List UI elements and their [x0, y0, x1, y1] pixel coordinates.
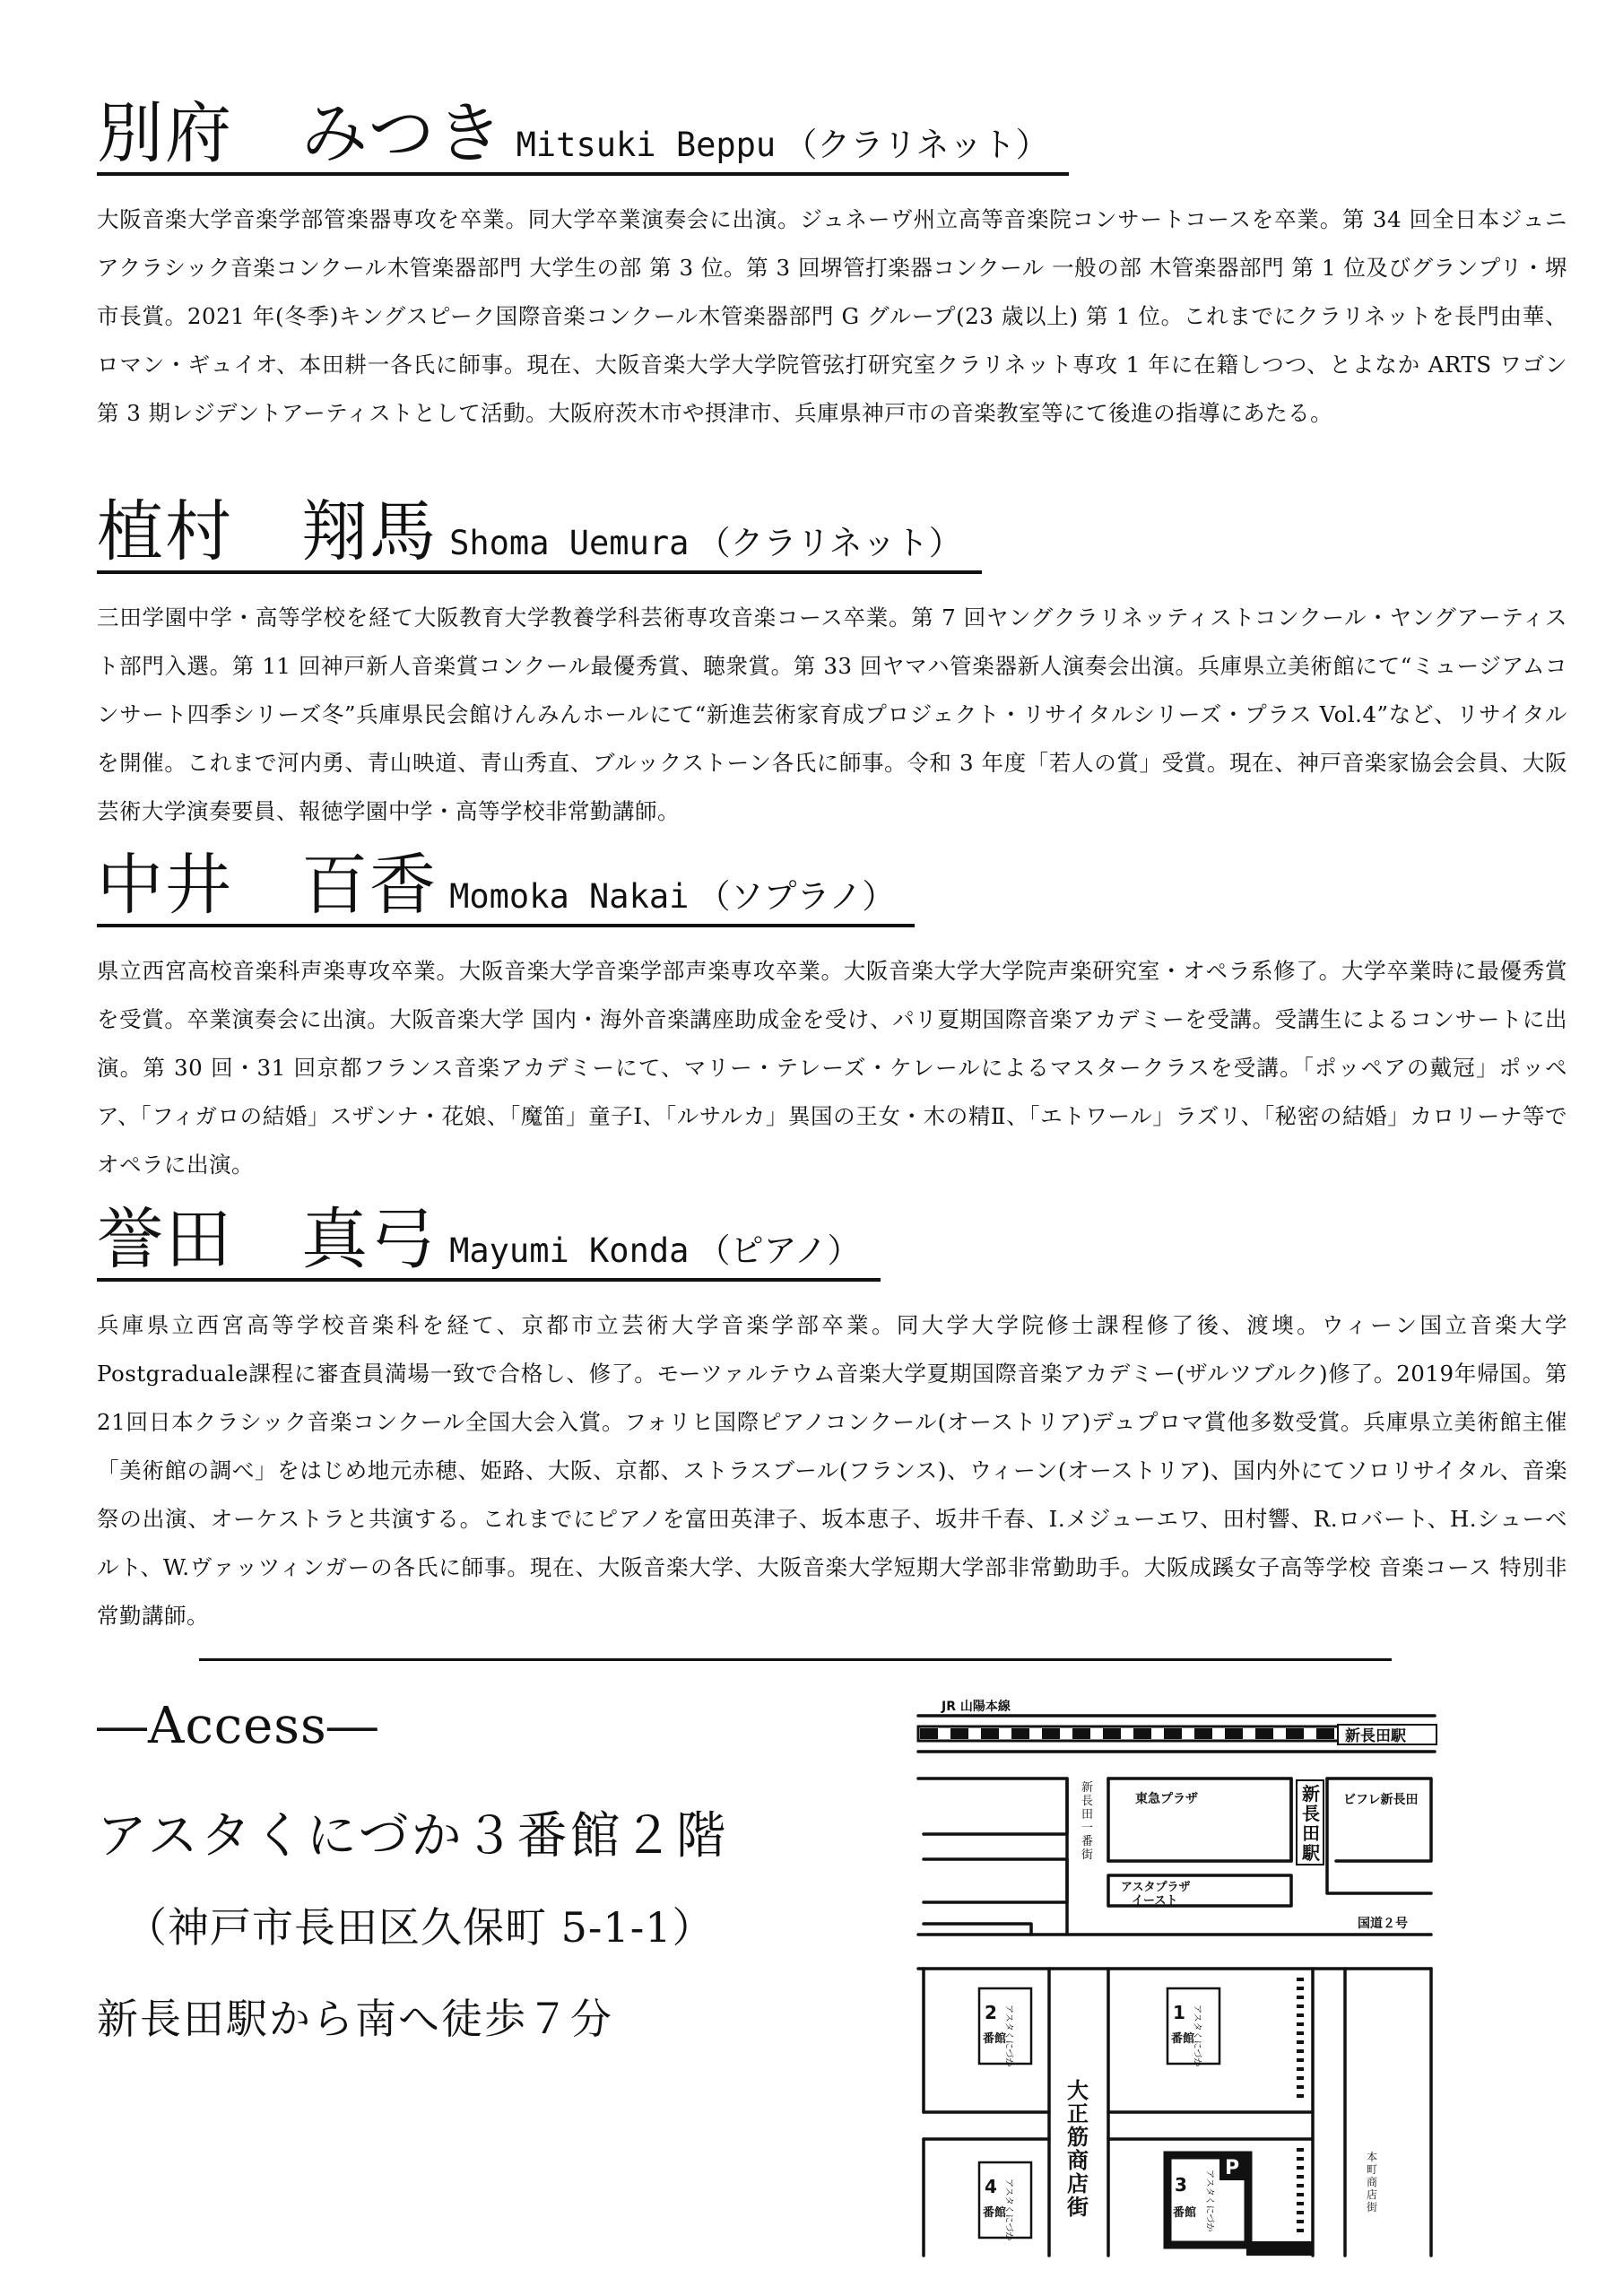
bio-mayumi-konda	[97, 1201, 1567, 1640]
building-name: アスタくにづか	[1003, 2005, 1013, 2067]
name-english: Momoka Nakai	[449, 877, 690, 916]
building-kan: 番館	[1173, 2206, 1197, 2220]
instrument-role: （クラリネット）	[697, 524, 962, 562]
bio-shoma-uemura	[97, 493, 1567, 836]
building-number: 1	[1173, 2002, 1185, 2023]
instrument-role: （クラリネット）	[784, 126, 1049, 164]
station-char: 田	[1302, 1822, 1320, 1844]
road-outline	[924, 1924, 1031, 1935]
walking-directions: 新長田駅から南へ徒歩７分	[97, 1995, 613, 2043]
taisho-street-label	[1067, 2078, 1089, 2220]
station-char: 新	[1302, 1783, 1320, 1805]
street-char: 街	[1067, 2195, 1089, 2220]
building-name: アスタくにづか	[1204, 2170, 1214, 2232]
section-divider	[199, 1658, 1392, 1661]
bio-text: 大阪音楽大学音楽学部管楽器専攻を卒業。同大学卒業演奏会に出演。ジュネーヴ州立高等音楽院コンサートコースを卒業。第 34 回全日本ジュニアクラシック音楽コンクール木管楽器部門 大学生の部 第 3 位。第 3 回堺管打楽器コンクール 一般の部 木管楽器部門 第 1 位及びグランプリ・堺市長賞。2021 年(冬季)キングスピーク国際音楽コンクール木管楽器部門 G グループ(23 歳以上) 第 1 位。これまでにクラリネットを長門由華、ロマン・ギュイオ、本田耕一各氏に師事。現在、大阪音楽大学大学院管弦打研究室クラリネット専攻 1 年に在籍しつつ、とよなか ARTS ワゴン第 3 期レジデントアーティストとして活動。大阪府茨木市や摂津市、兵庫県神戸市の音楽教室等にて後進の指導にあたる。	[97, 206, 1567, 426]
street-char: 田	[1081, 1808, 1094, 1822]
street-char: 一	[1081, 1822, 1094, 1835]
name-japanese: 別府 みつき	[97, 95, 505, 172]
access-title: ―Access―	[97, 1697, 378, 1755]
access-map-svg	[906, 1700, 1449, 2259]
instrument-role: （ピアノ）	[697, 1231, 861, 1270]
tokyu-plaza-label: 東急プラザ	[1135, 1792, 1198, 1806]
route-2-label: 国道２号	[1358, 1917, 1408, 1931]
road-outline	[924, 1859, 1067, 1902]
building-kan: 番館	[983, 2032, 1007, 2046]
station-label: 新長田駅	[1345, 1727, 1406, 1745]
venue-marker-bar	[1246, 2241, 1313, 2256]
building-name: アスタくにづか	[1003, 2179, 1013, 2241]
name-japanese: 植村 翔馬	[97, 493, 438, 570]
name-english: Shoma Uemura	[449, 524, 690, 562]
bio-text: 三田学園中学・高等学校を経て大阪教育大学教養学科芸術専攻音楽コース卒業。第 7 回ヤングクラリネッティストコンクール・ヤングアーティスト部門入選。第 11 回神戸新人音楽賞コンクール最優秀賞、聴衆賞。第 33 回ヤマハ管楽器新人演奏会出演。兵庫県立美術館にて“ミュージアムコンサート四季シリーズ冬”兵庫県民会館けんみんホールにて“新進芸術家育成プロジェクト・リサイタルシリーズ・プラス Vol.4”など、リサイタルを開催。これまで河内勇、青山映道、青山秀直、ブルックストーン各氏に師事。令和 3 年度「若人の賞」受賞。現在、神戸音楽家協会会員、大阪芸術大学演奏要員、報徳学園中学・高等学校非常勤講師。	[97, 604, 1567, 824]
asta-plaza-east-label-1: アスタプラザ	[1121, 1881, 1191, 1894]
building-name: アスタくにづか	[1192, 2005, 1202, 2067]
parking-icon: P	[1225, 2157, 1240, 2179]
bio-heading	[97, 95, 1069, 176]
street-char: 長	[1081, 1795, 1094, 1808]
name-english: Mitsuki Beppu	[516, 126, 777, 164]
access-map	[906, 1700, 1449, 2259]
bifure-label: ビフレ新長田	[1343, 1793, 1419, 1807]
street-char: 本	[1367, 2151, 1378, 2163]
building-3-venue	[1167, 2153, 1248, 2245]
street-char: 店	[1067, 2171, 1089, 2196]
street-char: 商	[1367, 2176, 1378, 2188]
bio-momoka-nakai	[97, 847, 1567, 1189]
venue-name: アスタくにづか３番館２階	[97, 1807, 729, 1866]
bio-heading	[97, 1201, 881, 1282]
venue-address: （神戸市長田区久保町 5-1-1）	[126, 1903, 715, 1952]
street-char: 街	[1367, 2201, 1378, 2213]
rail-line-label: JR 山陽本線	[942, 1700, 1011, 1714]
station-char: 長	[1302, 1803, 1320, 1824]
building-number: 4	[985, 2176, 997, 2197]
bio-heading	[97, 847, 915, 927]
building-4	[979, 2162, 1031, 2240]
street-char: 店	[1367, 2188, 1378, 2201]
bio-mitsuki-beppu	[97, 95, 1567, 438]
name-japanese: 中井 百香	[97, 847, 438, 924]
street-char: 商	[1067, 2148, 1089, 2173]
road-outline	[918, 1779, 1067, 1834]
street-left-vertical	[1081, 1781, 1093, 1862]
bio-heading	[97, 493, 982, 574]
bio-text: 県立西宮高校音楽科声楽専攻卒業。大阪音楽大学音楽学部声楽専攻卒業。大阪音楽大学大学院声楽研究室・オペラ系修了。大学卒業時に最優秀賞を受賞。卒業演奏会に出演。大阪音楽大学 国内・海外音楽講座助成金を受け、パリ夏期国際音楽アカデミーを受講。受講生によるコンサートに出演。第 30 回・31 回京都フランス音楽アカデミーにて、マリー・テレーズ・ケレールによるマスタークラスを受講。「ポッペアの戴冠」ポッペア、「フィガロの結婚」スザンナ・花娘、「魔笛」童子Ⅰ、「ルサルカ」異国の王女・木の精Ⅱ、「エトワール」ラズリ、「秘密の結婚」カロリーナ等でオペラに出演。	[97, 958, 1567, 1178]
honmachi-street-label	[1367, 2150, 1377, 2213]
street-char: 筋	[1067, 2125, 1089, 2150]
asta-plaza-east-label-2: イースト	[1132, 1894, 1178, 1908]
name-english: Mayumi Konda	[449, 1231, 690, 1270]
building-kan: 番館	[1171, 2032, 1195, 2046]
name-japanese: 誉田 真弓	[97, 1201, 438, 1278]
road-outline	[1327, 1779, 1431, 1861]
street-char: 街	[1081, 1848, 1094, 1862]
instrument-role: （ソプラノ）	[697, 877, 896, 916]
building-kan: 番館	[983, 2206, 1007, 2220]
street-char: 番	[1081, 1835, 1094, 1848]
building-number: 3	[1175, 2174, 1187, 2196]
street-char: 正	[1067, 2101, 1089, 2126]
road-outline	[1108, 1779, 1291, 1861]
station-vertical-label	[1297, 1780, 1324, 1865]
building-number: 2	[985, 2002, 997, 2023]
building-1	[1167, 1988, 1219, 2066]
street-char: 大	[1067, 2078, 1089, 2103]
bio-text: 兵庫県立西宮高等学校音楽科を経て、京都市立芸術大学音楽学部卒業。同大学大学院修士課程修了後、渡墺。ウィーン国立音楽大学Postgraduale課程に審査員満場一致で合格し、修了。モーツァルテウム音楽大学夏期国際音楽アカデミー(ザルツブルク)修了。2019年帰国。第21回日本クラシック音楽コンクール全国大会入賞。フォリヒ国際ピアノコンクール(オーストリア)デュプロマ賞他多数受賞。兵庫県立美術館主催「美術館の調べ」をはじめ地元赤穂、姫路、大阪、京都、ストラスブール(フランス)、ウィーン(オーストリア)、国内外にてソロリサイタル、音楽祭の出演、オーケストラと共演する。これまでにピアノを富田英津子、坂本恵子、坂井千春、I.メジューエワ、田村響、R.ロバート、H.シューベルト、W.ヴァッツィンガーの各氏に師事。現在、大阪音楽大学、大阪音楽大学短期大学部非常勤助手。大阪成蹊女子高等学校 音楽コース 特別非常勤講師。	[97, 1312, 1567, 1629]
street-char: 新	[1081, 1781, 1094, 1795]
building-2	[979, 1988, 1031, 2066]
station-char: 駅	[1302, 1842, 1320, 1864]
street-char: 町	[1367, 2163, 1378, 2176]
